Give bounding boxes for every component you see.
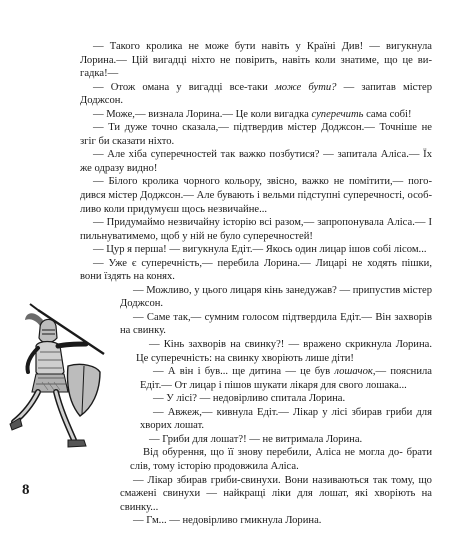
text-line: — Лікар збирав гриби-свинухи. Вони називаються так тому, — [133, 474, 415, 486]
text-line: — Можливо, у цього лицаря кінь занедужав? — припустив містер — [133, 284, 432, 296]
text-line: — У лісі? — недовірливо спитала Лорина. — [153, 393, 346, 405]
text-line: — А він і був... ще дитина — це був — [153, 366, 335, 378]
paragraph — [80, 81, 432, 108]
text-line: ,— пояснила — [372, 366, 432, 378]
paragraph — [130, 446, 432, 473]
text-line: — Такого кролика не може бути навіть у Країні Див! — вигукнула — [93, 41, 432, 52]
paragraph — [80, 216, 432, 243]
text-line: згіг би сказати ніхто. — [80, 135, 175, 147]
text-line: Їх же одразу видно! — [80, 149, 432, 174]
emphasis: може бути? — [274, 81, 337, 93]
text-line: Від обурення, що її знову перебили, Аліса не могла до- — [143, 447, 403, 459]
text-line: вони їздять на конях. — [80, 271, 175, 283]
text-line: — Авжеж,— кивнула Едіт.— Лікар у лісі збирав гриби — [153, 406, 413, 418]
paragraph — [80, 121, 432, 148]
text-line: — Придумаймо незвичайну історію всі разом,— запропонувала Аліса.— — [93, 217, 426, 229]
text-line: для хворих лошат. — [140, 406, 432, 432]
text-line: — Ти дуже точно сказала,— підтвердив містер Доджсон.— Точніше не — [93, 122, 432, 134]
paragraph — [80, 40, 432, 81]
paragraph — [140, 406, 432, 433]
body-text — [80, 40, 432, 528]
text-line: дився містер Доджсон.— Але бувають і вельми підступні суперечності, особ- — [80, 190, 432, 202]
paragraph — [80, 148, 432, 175]
paragraph — [140, 365, 432, 392]
text-line: свинку... — [120, 501, 159, 513]
paragraph — [80, 108, 432, 122]
text-line: — Цур я перша! — вигукнула Едіт.— Якось один лицар ішов собі лісом... — [93, 244, 427, 256]
text-line: — запитав містер Доджсон. — [80, 81, 432, 107]
paragraph — [120, 514, 432, 528]
paragraph — [136, 433, 432, 447]
text-line: Доджсон. — [120, 298, 164, 310]
text-line: І пильнуватимемо, щоб у ній не було суперечностей! — [80, 217, 432, 242]
text-line: Лорина.— Цій вигадці ніхто не повірить, навіть коли знатиме, що це ви- — [80, 54, 432, 66]
text-line: ливо коли придумуєш щось незвичайне... — [80, 203, 268, 215]
text-line: — Може,— визнала Лорина.— Це коли вигадка — [93, 108, 312, 120]
paragraph — [120, 284, 432, 311]
paragraph — [80, 257, 432, 284]
text-line: Це суперечність: на свинку хворіють лише діти! — [136, 352, 354, 364]
text-line: — Саме так,— сумним голосом підтвердила Едіт.— Він захворів на — [120, 311, 432, 337]
page-number: 8 — [22, 482, 30, 498]
knight-illustration — [8, 300, 120, 475]
emphasis: лошачок — [334, 366, 373, 378]
emphasis: суперечить — [311, 108, 364, 120]
text-line: Едіт.— От лицар і пішов шукати лікаря для свого лошака... — [140, 379, 407, 391]
text-line: — Гриби для лошат?! — не витримала Лорина. — [149, 433, 363, 445]
text-line: — Уже є суперечність,— перебила Лорина.— Лицарі не ходять пішки, — [93, 257, 432, 269]
text-line: брати слів, тому історію продовжила Аліса. — [130, 447, 432, 472]
text-line: — Кінь захворів на свинку?! — вражено скрикнула Лорина. — [149, 339, 432, 351]
text-line: — Білого кролика чорного кольору, звісно, важко не помітити,— пого- — [93, 176, 432, 188]
text-line: що смажені свинухи — найкращі ліки для лошат, які хворіють на — [120, 474, 432, 500]
text-line: гадка!— — [80, 68, 119, 80]
paragraph — [80, 175, 432, 216]
paragraph — [120, 474, 432, 515]
text-line: — Гм... — недовірливо гмикнула Лорина. — [133, 515, 322, 527]
text-line: сама собі! — [363, 108, 412, 120]
text-line: — Отож омана у вигадці все-таки — [93, 81, 275, 93]
paragraph — [136, 338, 432, 365]
text-line: свинку. — [133, 325, 166, 337]
paragraph — [140, 392, 432, 406]
text-line: — Але хіба суперечностей так важко позбутися? — запитала Аліса.— — [93, 149, 420, 161]
paragraph — [80, 243, 432, 257]
paragraph — [120, 311, 432, 338]
